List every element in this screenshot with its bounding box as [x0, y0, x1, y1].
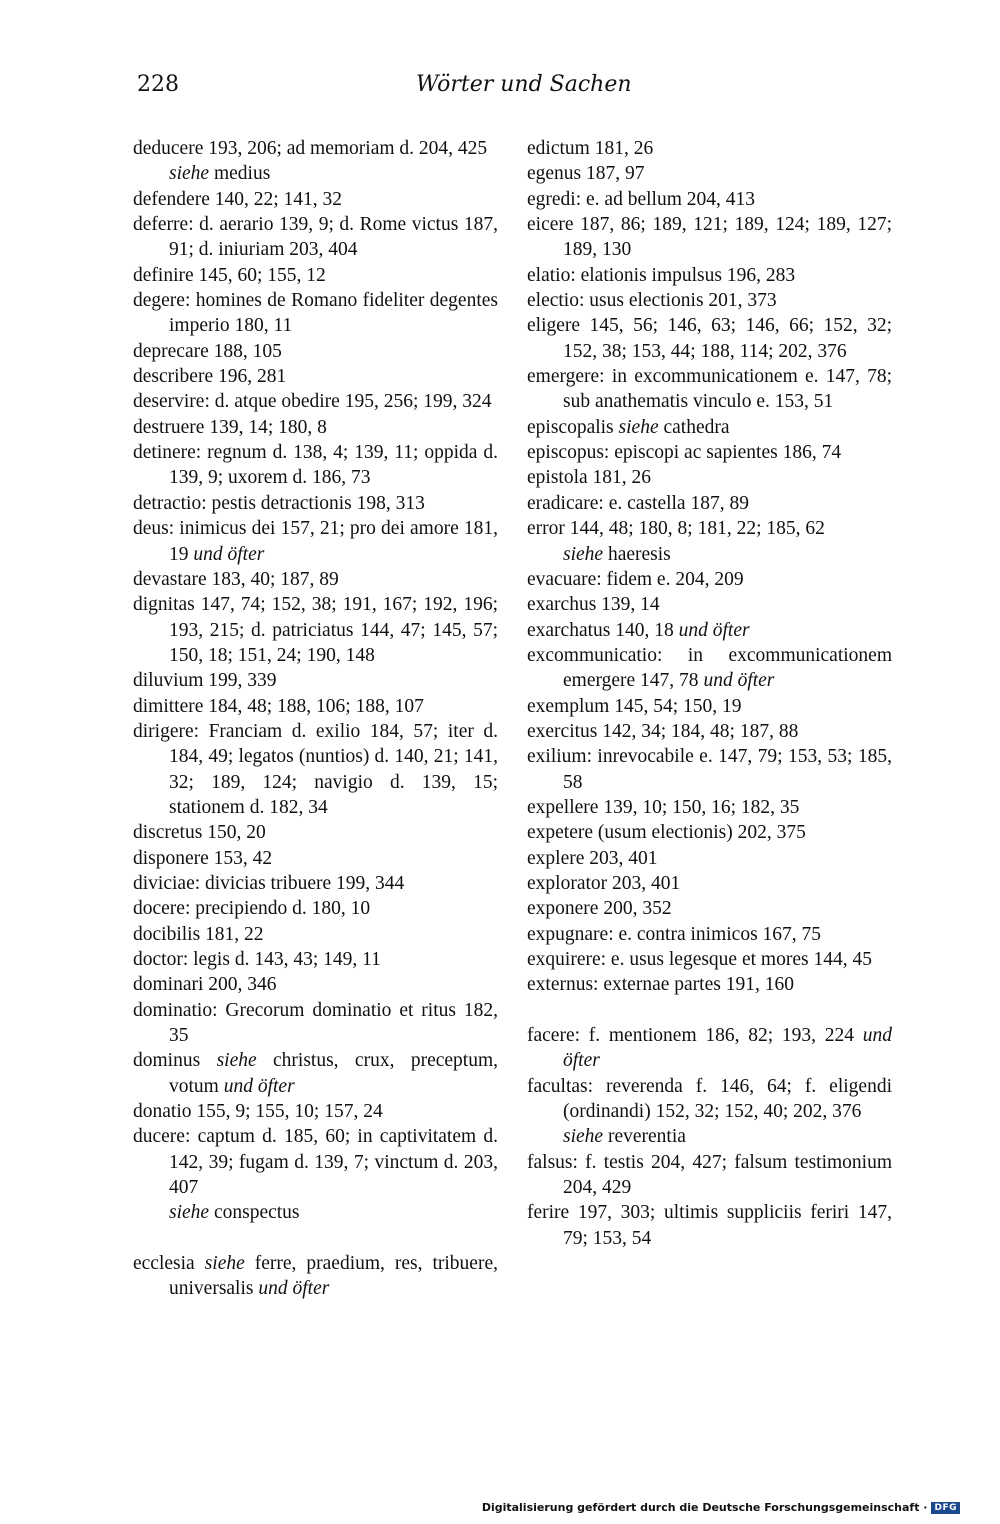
entry-text: facere: f. mentionem 186, 82; 193, 224 — [527, 1025, 863, 1047]
index-entry — [133, 263, 498, 288]
italic-term: siehe — [563, 1126, 604, 1148]
entry-text: expugnare: e. contra inimicos 167, 75 — [527, 923, 822, 945]
index-entry — [133, 922, 498, 947]
italic-term: siehe — [216, 1050, 257, 1072]
entry-text: egredi: e. ad bellum 204, 413 — [527, 188, 755, 210]
index-entry — [527, 313, 892, 364]
entry-text: dirigere: Franciam d. exilio 184, 57; iter d. 184, 49; legatos (nuntios) d. 140, 21; 141, 32; 189, 124; navigio d. 139, 15; stationem d. 182, 34 — [133, 720, 498, 818]
index-entry — [527, 694, 892, 719]
entry-text: explorator 203, 401 — [527, 872, 681, 894]
entry-text: falsus: f. testis 204, 427; falsum testimonium 204, 429 — [527, 1151, 892, 1199]
entry-text: ferire 197, 303; ultimis suppliciis feriri 147, 79; 153, 54 — [527, 1202, 892, 1249]
entry-text: exilium: inrevocabile e. 147, 79; 153, 53; 185, 58 — [527, 746, 892, 793]
entry-text: devastare 183, 40; 187, 89 — [133, 568, 339, 590]
entry-text: electio: usus electionis 201, 373 — [527, 290, 777, 312]
running-title: Wörter und Sachen — [416, 72, 632, 97]
entry-text: dominari 200, 346 — [133, 974, 277, 996]
entry-text: deservire: d. atque obedire 195, 256; 199, 324 — [133, 391, 492, 413]
entry-text: emergere: in excommunicationem e. 147, 78; sub anathematis vinculo e. 153, 51 — [527, 366, 892, 413]
index-entry — [527, 465, 892, 490]
index-entry — [133, 516, 498, 567]
index-entry — [527, 567, 892, 592]
italic-term: und öfter — [258, 1278, 330, 1300]
index-entry — [133, 1099, 498, 1124]
entry-text: diluvium 199, 339 — [133, 670, 277, 692]
index-entry — [133, 491, 498, 516]
entry-text: epistola 181, 26 — [527, 467, 652, 489]
index-entry — [527, 592, 892, 617]
entry-text: expetere (usum electionis) 202, 375 — [527, 822, 806, 844]
index-cross-reference — [133, 161, 498, 186]
index-column-left — [133, 136, 498, 1302]
entry-text: cathedra — [658, 416, 730, 438]
italic-term: siehe — [618, 416, 659, 438]
entry-text: evacuare: fidem e. 204, 209 — [527, 568, 744, 590]
index-entry — [527, 618, 892, 643]
entry-text: reverentia — [603, 1126, 686, 1148]
index-entry — [527, 896, 892, 921]
index-entry — [133, 846, 498, 871]
entry-text: episcopalis — [527, 416, 619, 438]
entry-text: donatio 155, 9; 155, 10; 157, 24 — [133, 1101, 383, 1123]
italic-term: und öfter — [193, 543, 265, 565]
index-entry — [133, 1124, 498, 1200]
index-entry — [527, 415, 892, 440]
entry-text: facultas: reverenda f. 146, 64; f. eligendi (ordinandi) 152, 32; 152, 40; 202, 376 — [527, 1075, 892, 1123]
entry-text: detractio: pestis detractionis 198, 313 — [133, 492, 425, 514]
entry-text: exarchatus 140, 18 — [527, 619, 679, 641]
index-entry — [133, 719, 498, 820]
entry-text: error 144, 48; 180, 8; 181, 22; 185, 62 — [527, 518, 825, 540]
italic-term: siehe — [169, 163, 210, 185]
index-entry — [133, 212, 498, 263]
entry-text: dominus — [133, 1050, 217, 1072]
index-entry — [527, 187, 892, 212]
entry-text: exemplum 145, 54; 150, 19 — [527, 695, 742, 717]
entry-text: deferre: d. aerario 139, 9; d. Rome victus 187, 91; d. iniuriam 203, 404 — [133, 214, 498, 261]
index-cross-reference — [527, 542, 892, 567]
entry-text: exponere 200, 352 — [527, 898, 672, 920]
entry-text: deprecare 188, 105 — [133, 340, 282, 362]
entry-text: destruere 139, 14; 180, 8 — [133, 416, 327, 438]
digitization-credit — [482, 1501, 960, 1514]
entry-text: degere: homines de Romano fideliter degentes imperio 180, 11 — [133, 290, 498, 337]
italic-term: siehe — [169, 1202, 210, 1224]
entry-text: docere: precipiendo d. 180, 10 — [133, 898, 371, 920]
index-entry — [527, 795, 892, 820]
index-entry — [527, 161, 892, 186]
index-entry — [527, 136, 892, 161]
index-entry — [133, 364, 498, 389]
entry-text: discretus 150, 20 — [133, 822, 266, 844]
entry-text: eradicare: e. castella 187, 89 — [527, 492, 749, 514]
entry-text: disponere 153, 42 — [133, 847, 273, 869]
index-entry — [133, 440, 498, 491]
index-cross-reference — [527, 1124, 892, 1149]
entry-text: detinere: regnum d. 138, 4; 139, 11; oppida d. 139, 9; uxorem d. 186, 73 — [133, 442, 498, 489]
index-entry — [133, 389, 498, 414]
index-entry — [133, 592, 498, 668]
entry-text: deus: inimicus dei 157, 21; pro dei amore 181, 19 — [133, 518, 498, 565]
entry-text: christus, crux, preceptum, votum — [169, 1050, 498, 1097]
entry-text: dimittere 184, 48; 188, 106; 188, 107 — [133, 695, 424, 717]
entry-text: exarchus 139, 14 — [527, 594, 660, 616]
index-entry — [133, 972, 498, 997]
index-entry — [133, 896, 498, 921]
entry-text: eligere 145, 56; 146, 63; 146, 66; 152, 32; 152, 38; 153, 44; 188, 114; 202, 376 — [527, 315, 892, 362]
entry-text: ducere: captum d. 185, 60; in captivitatem d. 142, 39; fugam d. 139, 7; vinctum d. 203, 407 — [133, 1126, 498, 1199]
index-entry — [527, 820, 892, 845]
italic-term: siehe — [204, 1253, 245, 1275]
credit-text: Digitalisierung gefördert durch die Deutsche Forschungsgemeinschaft · — [481, 1501, 928, 1514]
index-entry — [527, 1074, 892, 1125]
index-entry — [133, 136, 498, 161]
index-entry — [133, 567, 498, 592]
index-entry — [527, 744, 892, 795]
italic-term: und öfter — [223, 1075, 295, 1097]
entry-text: defendere 140, 22; 141, 32 — [133, 188, 343, 210]
entry-text: expellere 139, 10; 150, 16; 182, 35 — [527, 796, 800, 818]
index-entry — [527, 364, 892, 415]
index-entry — [527, 263, 892, 288]
entry-text: haeresis — [603, 543, 671, 565]
index-entry — [133, 288, 498, 339]
index-entry — [527, 440, 892, 465]
index-entry — [133, 187, 498, 212]
index-entry — [527, 491, 892, 516]
italic-term: siehe — [563, 543, 604, 565]
entry-text: describere 196, 281 — [133, 366, 287, 388]
index-entry — [527, 922, 892, 947]
index-entry — [527, 643, 892, 694]
entry-text: dominatio: Grecorum dominatio et ritus 182, 35 — [133, 999, 498, 1047]
entry-text: medius — [209, 163, 271, 185]
index-entry — [527, 288, 892, 313]
section-gap — [133, 1226, 498, 1251]
entry-text: diviciae: divicias tribuere 199, 344 — [133, 872, 405, 894]
index-entry — [527, 719, 892, 744]
index-entry — [133, 694, 498, 719]
index-entry — [133, 998, 498, 1049]
dfg-logo: DFG — [931, 1502, 960, 1514]
entry-text: excommunicatio: in excommunicationem emergere 147, 78 — [527, 644, 892, 692]
entry-text: ecclesia — [133, 1253, 205, 1275]
index-entry — [527, 516, 892, 541]
index-entry — [133, 947, 498, 972]
entry-text: doctor: legis d. 143, 43; 149, 11 — [133, 949, 381, 970]
entry-text: externus: externae partes 191, 160 — [527, 974, 794, 996]
index-entry — [527, 212, 892, 263]
italic-term: und öfter — [703, 670, 775, 692]
index-entry — [133, 339, 498, 364]
index-entry — [527, 871, 892, 896]
index-entry — [133, 1251, 498, 1302]
entry-text: exquirere: e. usus legesque et mores 144, 45 — [527, 949, 872, 970]
index-entry — [133, 415, 498, 440]
entry-text: dignitas 147, 74; 152, 38; 191, 167; 192, 196; 193, 215; d. patriciatus 144, 47; 145, 57; 150, 18; 151, 24; 190, 148 — [133, 594, 498, 666]
entry-text: episcopus: episcopi ac sapientes 186, 74 — [527, 442, 842, 464]
index-entry — [133, 820, 498, 845]
entry-text: elatio: elationis impulsus 196, 283 — [527, 264, 796, 286]
italic-term: und öfter — [563, 1025, 892, 1072]
index-entry — [527, 972, 892, 997]
index-cross-reference — [133, 1200, 498, 1225]
index-entry — [133, 1048, 498, 1099]
entry-text: ferre, praedium, res, tribuere, universalis — [169, 1253, 498, 1300]
entry-text: docibilis 181, 22 — [133, 923, 264, 945]
entry-text: conspectus — [209, 1202, 300, 1224]
entry-text: explere 203, 401 — [527, 847, 658, 869]
index-column-right — [527, 136, 892, 1251]
entry-text: deducere 193, 206; ad memoriam d. 204, 425 — [133, 138, 488, 159]
index-entry — [527, 846, 892, 871]
entry-text: definire 145, 60; 155, 12 — [133, 264, 326, 286]
index-entry — [527, 1200, 892, 1251]
index-entry — [527, 947, 892, 972]
italic-term: und öfter — [678, 619, 750, 641]
section-gap — [527, 998, 892, 1023]
page-number: 228 — [137, 72, 179, 97]
entry-text: egenus 187, 97 — [527, 163, 645, 185]
index-entry — [527, 1150, 892, 1201]
entry-text: exercitus 142, 34; 184, 48; 187, 88 — [527, 720, 799, 742]
index-entry — [527, 1023, 892, 1074]
entry-text: eicere 187, 86; 189, 121; 189, 124; 189, 127; 189, 130 — [527, 214, 892, 261]
entry-text: edictum 181, 26 — [527, 138, 654, 159]
index-entry — [133, 871, 498, 896]
index-entry — [133, 668, 498, 693]
